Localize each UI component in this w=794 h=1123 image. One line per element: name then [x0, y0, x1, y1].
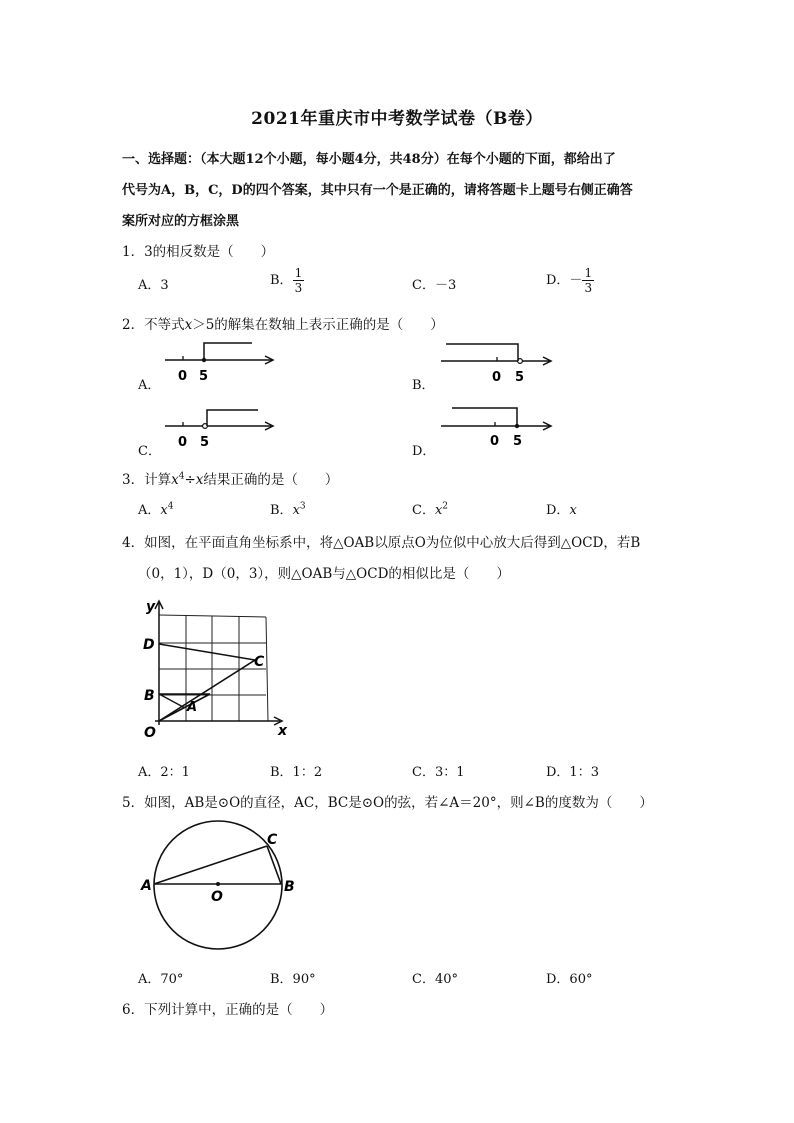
- question-5-option-d: D．60°: [546, 972, 593, 987]
- fraction-negative-one-third: [582, 266, 594, 295]
- axis-label-y: y: [146, 599, 156, 615]
- tick-label-0: 0: [178, 435, 188, 450]
- fraction-denominator: 3: [584, 281, 593, 295]
- question-2-option-a: A．: [138, 378, 161, 393]
- question-3-base-1: x: [171, 472, 179, 488]
- question-2-stem: [122, 313, 444, 333]
- fraction-denominator: 3: [294, 281, 303, 295]
- question-1-option-a: A．3: [138, 278, 169, 293]
- question-2-stem-suffix: ＞5的解集在数轴上表示正确的是（ ）: [192, 317, 444, 333]
- question-4-option-c: C．3：1: [412, 765, 465, 780]
- option-base: x: [434, 503, 443, 518]
- point-label-b: B: [144, 688, 155, 704]
- number-line-b: [436, 338, 560, 386]
- tick-label-5: 5: [200, 435, 210, 450]
- section-instructions-line-2: 代号为A，B，C，D的四个答案，其中只有一个是正确的，请将答题卡上题号右侧正确答: [122, 183, 633, 198]
- question-2-option-d: D．: [412, 444, 436, 459]
- question-3-option-c: [412, 499, 448, 518]
- option-base: x: [160, 503, 168, 518]
- question-1-option-b-label: B．: [270, 273, 293, 288]
- question-1-option-d-label: D．－: [546, 273, 583, 288]
- number-line-a: [160, 336, 280, 386]
- question-2-variable: x: [184, 317, 193, 333]
- question-4-stem-line-1: 4．如图，在平面直角坐标系中，将△OAB以原点O为位似中心放大后得到△OCD，若B: [122, 535, 641, 551]
- question-3-stem-prefix: 3．计算: [122, 472, 172, 488]
- question-2-option-c: C．: [138, 444, 161, 459]
- question-1-stem: 1．3的相反数是（ ）: [122, 244, 275, 260]
- question-3-base-2: x: [195, 472, 204, 488]
- tick-label-0: 0: [490, 434, 500, 449]
- question-3-operator: ÷: [184, 472, 196, 488]
- question-3-option-d: [546, 499, 577, 518]
- question-4-option-d: D．1：3: [546, 765, 599, 780]
- tick-label-0: 0: [178, 369, 188, 384]
- option-label: B．: [270, 503, 293, 518]
- point-label-o: O: [211, 889, 223, 905]
- section-instructions-line-3: 案所对应的方框涂黑: [122, 214, 240, 229]
- point-label-o: O: [144, 725, 156, 741]
- question-3-stem: [122, 468, 338, 488]
- point-label-c: C: [254, 654, 265, 670]
- question-1-option-b: [270, 266, 304, 295]
- question-4-stem-line-2: （0，1），D（0，3），则△OAB与△OCD的相似比是（ ）: [138, 566, 510, 582]
- option-base: x: [569, 503, 577, 518]
- option-label: A．: [138, 503, 161, 518]
- question-3-option-b: [270, 499, 306, 518]
- point-label-b: B: [284, 879, 295, 895]
- fraction-numerator: 1: [584, 266, 593, 280]
- point-label-a: A: [187, 700, 198, 715]
- option-exponent: 2: [442, 501, 449, 512]
- tick-label-0: 0: [492, 370, 502, 385]
- option-label: C．: [412, 503, 435, 518]
- question-5-option-b: B．90°: [270, 972, 316, 987]
- coordinate-figure: [140, 595, 295, 745]
- number-line-c: [160, 402, 282, 452]
- page-title: 2021年重庆市中考数学试卷（B卷）: [251, 109, 543, 129]
- question-3-stem-suffix: 结果正确的是（ ）: [203, 472, 339, 488]
- point-label-a: A: [141, 878, 152, 894]
- question-3-exponent-1: 4: [178, 471, 185, 482]
- question-5-option-c: C．40°: [412, 972, 458, 987]
- option-base: x: [292, 503, 300, 518]
- question-5-option-a: A．70°: [138, 972, 184, 987]
- question-2-stem-prefix: 2．不等式: [122, 317, 185, 333]
- question-5-stem: 5．如图，AB是⊙O的直径，AC，BC是⊙O的弦，若∠A＝20°，则∠B的度数为（ ）: [122, 795, 653, 811]
- tick-label-5: 5: [513, 434, 523, 449]
- section-instructions-line-1: 一、选择题：（本大题12个小题，每小题4分，共48分）在每个小题的下面，都给出了: [122, 152, 616, 167]
- fraction-numerator: 1: [294, 266, 303, 280]
- circle-figure: [136, 818, 306, 958]
- tick-label-5: 5: [199, 369, 209, 384]
- point-label-d: D: [143, 637, 155, 653]
- option-label: D．: [546, 503, 570, 518]
- axis-label-x: x: [278, 723, 288, 739]
- point-label-c: C: [267, 832, 278, 848]
- fraction-one-third: [293, 266, 305, 295]
- question-2-option-b: B．: [412, 378, 435, 393]
- option-exponent: 4: [167, 501, 174, 512]
- question-4-option-b: B．1：2: [270, 765, 323, 780]
- question-3-option-a: [138, 499, 173, 518]
- option-exponent: 3: [299, 501, 306, 512]
- question-6-stem: 6．下列计算中，正确的是（ ）: [122, 1002, 334, 1018]
- question-1-option-d: [546, 266, 594, 295]
- number-line-d: [436, 400, 560, 450]
- question-4-option-a: A．2：1: [138, 765, 190, 780]
- tick-label-5: 5: [515, 370, 525, 385]
- question-1-option-c: C．－3: [412, 278, 457, 293]
